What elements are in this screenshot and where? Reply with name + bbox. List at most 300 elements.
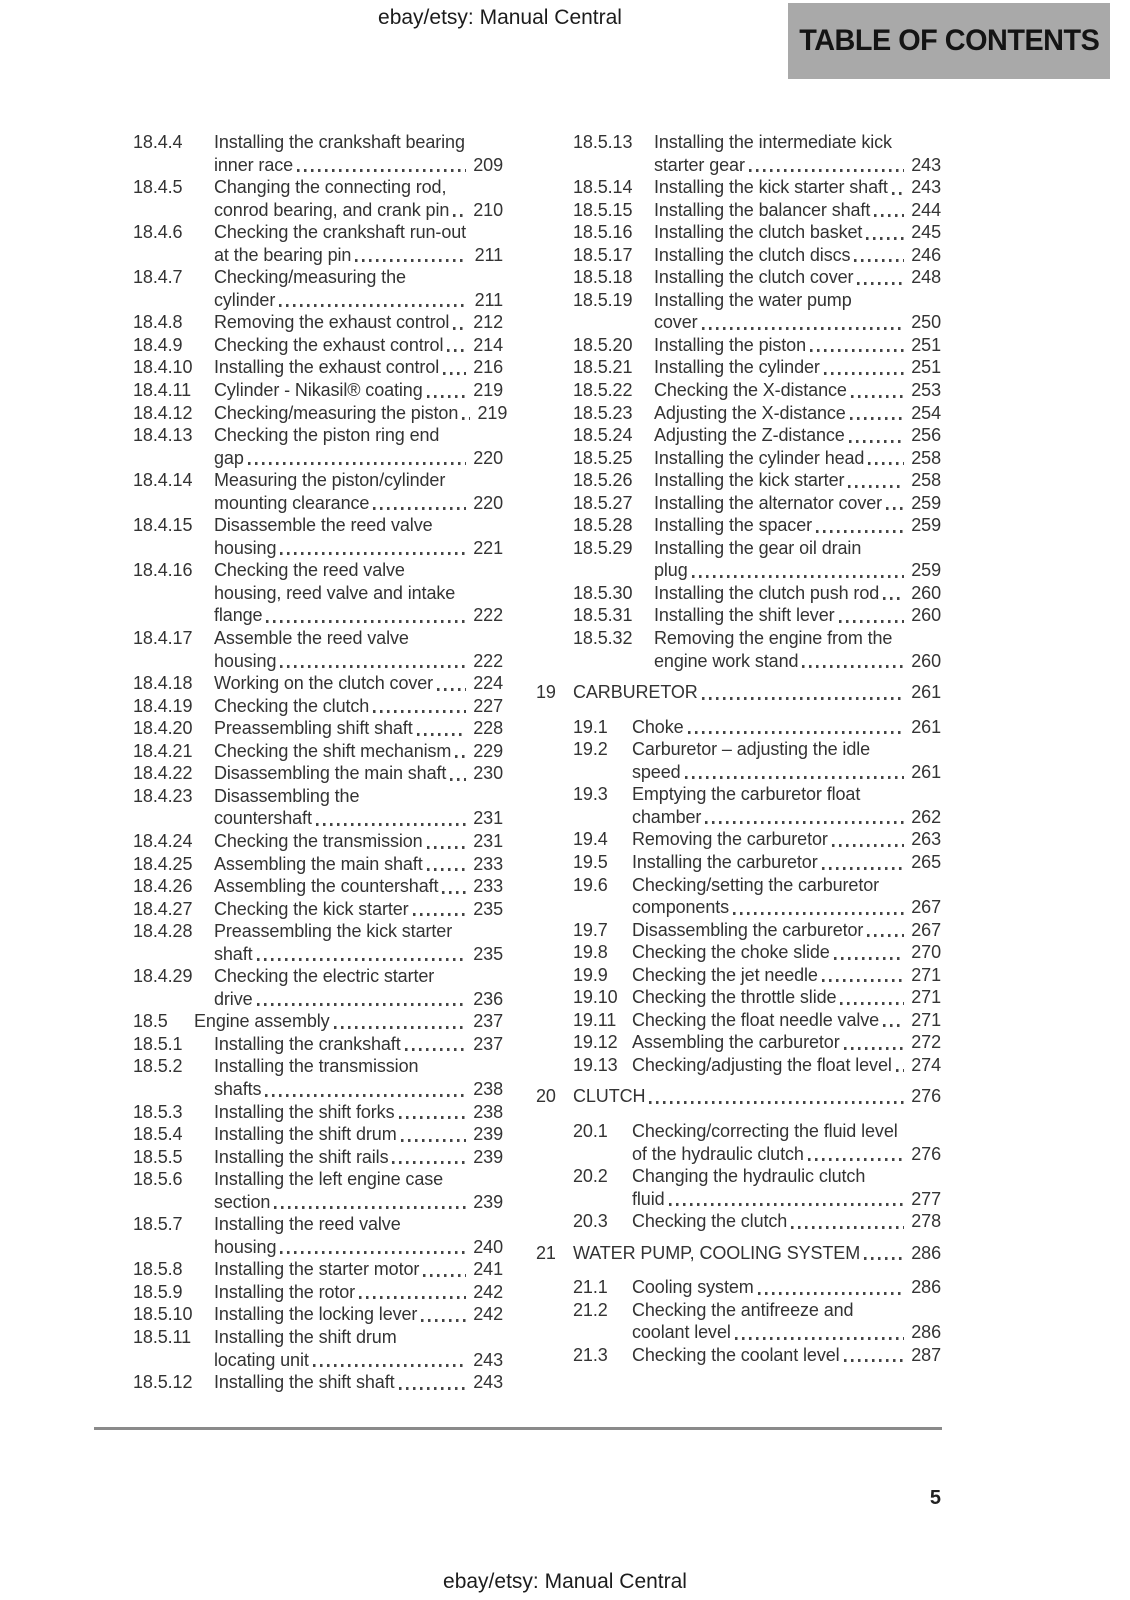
toc-dot-leader (355, 259, 466, 262)
page-title-box (788, 3, 1110, 79)
toc-entry-number: 18.4.18 (133, 673, 193, 694)
toc-entry-line (133, 1010, 503, 1033)
toc-dot-leader (257, 1003, 466, 1006)
toc-page-number: 216 (473, 357, 503, 378)
toc-entry-title: Checking the kick starter (214, 898, 409, 919)
toc-entry-line (573, 716, 941, 739)
toc-entry (573, 379, 941, 402)
toc-entry (573, 919, 941, 942)
toc-dot-leader (808, 1158, 904, 1161)
toc-dot-leader (688, 731, 904, 734)
toc-entry (573, 424, 941, 447)
toc-page-number: 261 (911, 761, 941, 782)
toc-entry-title: flange (214, 605, 263, 626)
toc-entry-line (573, 1210, 941, 1233)
toc-dot-leader (816, 530, 904, 533)
toc-entry-line (573, 266, 941, 289)
toc-entry-title: Installing the transmission (214, 1056, 419, 1077)
toc-entry-line (133, 266, 503, 289)
toc-entry-line (573, 896, 941, 919)
toc-entry-title: Installing the balancer shaft (654, 199, 871, 220)
toc-entry-number: 18.4.17 (133, 628, 193, 649)
toc-entry (573, 199, 941, 222)
toc-entry (133, 1213, 503, 1258)
toc-entry-number: 20.2 (573, 1166, 608, 1187)
toc-dot-leader (421, 1319, 466, 1322)
toc-dot-leader (749, 169, 904, 172)
toc-entry-title: countershaft (214, 808, 312, 829)
toc-dot-leader (851, 395, 904, 398)
toc-page-number: 233 (473, 876, 503, 897)
toc-entry-number: 21.1 (573, 1277, 608, 1298)
toc-entry-line (133, 830, 503, 853)
toc-entry-line (133, 199, 503, 222)
toc-dot-leader (373, 710, 466, 713)
toc-entry-line (133, 1281, 503, 1304)
toc-entry (573, 1031, 941, 1054)
toc-entry-title: Installing the shift lever (654, 605, 835, 626)
toc-dot-leader (453, 327, 466, 330)
toc-entry-line (133, 1371, 503, 1394)
toc-page-number: 209 (473, 154, 503, 175)
toc-entry (133, 695, 503, 718)
toc-entry-number: 18.5.15 (573, 199, 633, 220)
toc-entry (573, 1344, 941, 1367)
toc-entry-number: 18.5.19 (573, 289, 633, 310)
toc-dot-leader (702, 697, 904, 700)
toc-entry-title: Disassemble the reed valve (214, 515, 433, 536)
toc-dot-leader (279, 304, 466, 307)
toc-entry (573, 176, 941, 199)
toc-entry-title: Installing the clutch basket (654, 222, 863, 243)
toc-entry-title: Choke (632, 716, 684, 737)
toc-entry-title: Checking the crankshaft run-out (214, 222, 467, 243)
toc-entry-title: Installing the cylinder head (654, 447, 865, 468)
toc-entry-number: 19.4 (573, 829, 608, 850)
toc-entry-line (133, 627, 503, 650)
toc-entry-title: Checking the antifreeze and (632, 1299, 854, 1320)
toc-page-number: 258 (911, 470, 941, 491)
toc-page-number: 277 (911, 1188, 941, 1209)
toc-page-number: 250 (911, 312, 941, 333)
toc-entry (133, 176, 503, 221)
toc-entry (573, 874, 941, 919)
toc-entry-number: 21.2 (573, 1299, 608, 1320)
toc-entry-title: Assembling the main shaft (214, 853, 423, 874)
toc-entry-title: Adjusting the Z-distance (654, 425, 845, 446)
toc-entry-line (133, 221, 503, 244)
toc-page-number: 211 (474, 244, 503, 265)
toc-entry-title: Changing the connecting rod, (214, 177, 447, 198)
toc-entry-line (133, 492, 503, 515)
toc-entry-line (573, 289, 941, 312)
toc-entry (573, 447, 941, 470)
toc-dot-leader (649, 1101, 904, 1104)
toc-entry (573, 402, 941, 425)
toc-entry-number: 18.4.20 (133, 718, 193, 739)
toc-page-number: 260 (911, 582, 941, 603)
toc-entry-title: Changing the hydraulic clutch (632, 1166, 866, 1187)
toc-dot-leader (399, 1387, 466, 1390)
toc-entry-number: 19.10 (573, 987, 618, 1008)
toc-page-number: 238 (473, 1078, 503, 1099)
toc-page-number: 260 (911, 605, 941, 626)
toc-entry-title: Checking/setting the carburetor (632, 874, 880, 895)
toc-entry-title: Carburetor – adjusting the idle (632, 739, 871, 760)
toc-dot-leader (868, 462, 904, 465)
toc-dot-leader (883, 597, 904, 600)
page-number: 5 (929, 1487, 941, 1509)
toc-entry-title: section (214, 1191, 271, 1212)
toc-dot-leader (669, 1203, 904, 1206)
toc-page-number: 253 (911, 380, 941, 401)
toc-entry-title: Working on the clutch cover (214, 673, 434, 694)
toc-entry (133, 311, 503, 334)
toc-entry-number: 18.4.23 (133, 785, 193, 806)
toc-entry-line (573, 1009, 941, 1032)
toc-entry-title: Checking the piston ring end (214, 425, 440, 446)
toc-entry-line (573, 311, 941, 334)
toc-entry-line (133, 785, 503, 808)
toc-page-number: 227 (473, 695, 503, 716)
toc-entry-title: housing, reed valve and intake (214, 582, 456, 603)
toc-dot-leader (266, 620, 466, 623)
toc-page-number: 222 (473, 650, 503, 671)
toc-page-number: 219 (473, 380, 503, 401)
toc-entry-number: 18.5.5 (133, 1146, 183, 1167)
toc-entry-title: at the bearing pin (214, 244, 352, 265)
toc-entry-title: Installing the shift drum (214, 1124, 397, 1145)
toc-dot-leader (423, 1274, 466, 1277)
toc-dot-leader (735, 1337, 904, 1340)
toc-entry (573, 492, 941, 515)
toc-dot-leader (867, 934, 904, 937)
toc-dot-leader (313, 1364, 466, 1367)
toc-page-number: 236 (473, 988, 503, 1009)
toc-dot-leader (413, 913, 466, 916)
toc-entry-number: 19.5 (573, 851, 608, 872)
toc-entry (133, 740, 503, 763)
toc-page-number: 238 (473, 1101, 503, 1122)
toc-page-number: 258 (911, 447, 941, 468)
toc-entry-line (573, 986, 941, 1009)
toc-entry-line (573, 1120, 941, 1143)
toc-page-number: 239 (473, 1191, 503, 1212)
toc-page-number: 262 (911, 806, 941, 827)
toc-entry-line (573, 941, 941, 964)
toc-entry-title: cover (654, 312, 698, 333)
toc-entry-title: Installing the carburetor (632, 851, 818, 872)
toc-page-number: 221 (473, 537, 503, 558)
toc-entry-number: 18.5.23 (573, 402, 633, 423)
toc-entry-title: Installing the starter motor (214, 1259, 420, 1280)
toc-entry (133, 356, 503, 379)
toc-entry-line (573, 738, 941, 761)
toc-page-number: 242 (473, 1281, 503, 1302)
toc-entry-line (573, 1344, 941, 1367)
toc-dot-leader (265, 1094, 466, 1097)
toc-entry-title: Checking the coolant level (632, 1344, 840, 1365)
toc-page-number: 228 (473, 718, 503, 739)
toc-entry-line (133, 943, 503, 966)
toc-entry (573, 514, 941, 537)
toc-entry-title: Installing the cylinder (654, 357, 820, 378)
toc-entry-title: Installing the crankshaft (214, 1033, 401, 1054)
toc-page-number: 256 (911, 425, 941, 446)
toc-page-number: 244 (911, 199, 941, 220)
toc-entry (133, 424, 503, 469)
toc-entry-line (573, 1321, 941, 1344)
toc-entry (573, 582, 941, 605)
toc-entry-title: Checking the reed valve (214, 560, 405, 581)
toc-entry-line (133, 740, 503, 763)
toc-entry-line (573, 356, 941, 379)
toc-page-number: 276 (911, 1086, 941, 1107)
toc-dot-leader (280, 552, 466, 555)
toc-entry-title: Preassembling shift shaft (214, 718, 413, 739)
toc-page-number: 265 (911, 851, 941, 872)
toc-entry-line (133, 154, 503, 177)
toc-entry-line (133, 695, 503, 718)
toc-page-number: 278 (911, 1211, 941, 1232)
toc-dot-leader (791, 1226, 904, 1229)
toc-entry-line (133, 289, 503, 312)
toc-page-number: 246 (911, 244, 941, 265)
toc-entry (573, 627, 941, 672)
toc-entry (573, 131, 941, 176)
toc-entry-number: 19.6 (573, 874, 608, 895)
toc-entry-title: of the hydraulic clutch (632, 1143, 804, 1164)
toc-entry-line (573, 1276, 941, 1299)
toc-entry-title: Installing the reed valve (214, 1214, 401, 1235)
toc-entry (573, 1054, 941, 1077)
toc-entry-line (133, 402, 508, 425)
toc-entry-title: Installing the locking lever (214, 1304, 418, 1325)
toc-entry-line (133, 311, 503, 334)
toc-page-number: 239 (473, 1146, 503, 1167)
toc-entry-number: 18.5.1 (133, 1033, 183, 1054)
toc-dot-leader (401, 1139, 466, 1142)
toc-page-number: 263 (911, 829, 941, 850)
toc-entry-title: Installing the intermediate kick (654, 132, 892, 152)
toc-entry-number: 18.5.20 (573, 334, 633, 355)
toc-entry (133, 1146, 503, 1169)
toc-entry-number: 18.5.8 (133, 1259, 183, 1280)
toc-entry-number: 18.4.25 (133, 853, 193, 874)
toc-page-number: 267 (911, 897, 941, 918)
toc-page-number: 241 (473, 1259, 503, 1280)
toc-page-number: 261 (911, 682, 941, 703)
toc-entry-number: 19.7 (573, 919, 608, 940)
toc-dot-leader (758, 1292, 904, 1295)
toc-entry (133, 334, 503, 357)
toc-entry-line (573, 221, 941, 244)
toc-entry-title: Assemble the reed valve (214, 628, 409, 649)
toc-entry-number: 18.5.27 (573, 492, 633, 513)
toc-entry-line (133, 920, 503, 943)
toc-entry-number: 18.5.21 (573, 357, 633, 378)
toc-entry-number: 18.4.8 (133, 312, 183, 333)
toc-page-number: 230 (473, 763, 503, 784)
toc-entry-line (133, 1168, 503, 1191)
toc-entry-title: gap (214, 447, 244, 468)
toc-dot-leader (854, 259, 904, 262)
toc-entry-title: Checking/measuring the piston (214, 402, 459, 423)
toc-page-number: 220 (473, 447, 503, 468)
toc-entry-line (133, 807, 503, 830)
toc-entry-line (133, 898, 503, 921)
toc-entry (573, 738, 941, 783)
toc-entry-number: 19.9 (573, 964, 608, 985)
toc-dot-leader (274, 1206, 466, 1209)
toc-entry-title: mounting clearance (214, 492, 370, 513)
toc-dot-leader (257, 958, 466, 961)
toc-dot-leader (392, 1161, 466, 1164)
toc-dot-leader (874, 214, 904, 217)
toc-entry-line (133, 1258, 503, 1281)
toc-page-number: 248 (911, 267, 941, 288)
toc-entry (133, 762, 503, 785)
toc-entry (573, 334, 941, 357)
toc-page-number: 240 (473, 1236, 503, 1257)
toc-entry-line (133, 447, 503, 470)
toc-entry-number: 18.4.7 (133, 267, 183, 288)
toc-entry-line (133, 379, 503, 402)
toc-entry-line (133, 1101, 503, 1124)
toc-entry-title: conrod bearing, and crank pin (214, 199, 450, 220)
toc-entry-number: 18.4.14 (133, 470, 193, 491)
toc-entry-line (133, 853, 503, 876)
toc-entry (573, 1276, 941, 1299)
toc-entry-title: Disassembling the (214, 785, 360, 806)
toc-entry-line (573, 334, 941, 357)
toc-dot-leader (886, 507, 904, 510)
toc-entry-title: Installing the clutch cover (654, 267, 854, 288)
toc-entry (573, 1009, 941, 1032)
toc-entry-title: Measuring the piston/cylinder (214, 470, 446, 491)
toc-entry-number: 18.4.16 (133, 560, 193, 581)
toc-page-number: 287 (911, 1344, 941, 1365)
toc-entry (133, 1055, 503, 1100)
toc-entry-line (133, 176, 503, 199)
toc-dot-leader (844, 1047, 904, 1050)
toc-dot-leader (844, 1359, 904, 1362)
toc-entry-number: 18.5.12 (133, 1372, 193, 1393)
toc-entry-number: 18.4.10 (133, 357, 193, 378)
toc-dot-leader (427, 846, 466, 849)
toc-entry-title: speed (632, 761, 681, 782)
toc-entry-line (133, 650, 503, 673)
toc-page-number: 235 (473, 898, 503, 919)
toc-entry-title: inner race (214, 154, 294, 175)
toc-entry (133, 898, 503, 921)
toc-page-number: 245 (911, 222, 941, 243)
toc-entry-line (133, 1326, 503, 1349)
toc-entry (133, 559, 503, 627)
toc-page-number: 224 (473, 673, 503, 694)
toc-dot-leader (692, 575, 904, 578)
toc-entry-number: 18.4.24 (133, 830, 193, 851)
toc-entry-line (573, 244, 941, 267)
toc-entry-line (133, 1213, 503, 1236)
toc-entry-title: Installing the crankshaft bearing (214, 132, 465, 152)
toc-entry-line (536, 681, 941, 704)
toc-entry-number: 20.3 (573, 1211, 608, 1232)
toc-entry-number: 18.5.16 (573, 222, 633, 243)
toc-entry-line (133, 131, 503, 154)
toc-entry-title: CARBURETOR (573, 682, 698, 703)
toc-entry-number: 19.2 (573, 739, 608, 760)
toc-entry-line (573, 1188, 941, 1211)
toc-entry (133, 1326, 503, 1371)
toc-page-number: 243 (473, 1372, 503, 1393)
toc-page-number: 214 (473, 334, 503, 355)
toc-entry-title: Assembling the countershaft (214, 876, 439, 897)
toc-dot-leader (892, 192, 904, 195)
toc-entry-number: 19.1 (573, 716, 608, 737)
toc-dot-leader (839, 620, 905, 623)
toc-page-number: 261 (911, 716, 941, 737)
toc-entry-line (133, 672, 503, 695)
toc-entry-number: 18.5.29 (573, 537, 633, 558)
toc-page-number: 271 (911, 1009, 941, 1030)
toc-entry (573, 289, 941, 334)
toc-dot-leader (702, 327, 904, 330)
toc-entry-number: 18.4.22 (133, 763, 193, 784)
toc-entry-number: 18.5.13 (573, 132, 633, 152)
toc-page-number: 259 (911, 560, 941, 581)
toc-entry-line (573, 650, 941, 673)
toc-entry (536, 1242, 941, 1265)
toc-entry-line (133, 334, 503, 357)
toc-entry-title: Installing the shift forks (214, 1101, 395, 1122)
toc-entry (573, 716, 941, 739)
toc-entry-title: Installing the alternator cover (654, 492, 883, 513)
toc-dot-leader (447, 349, 466, 352)
toc-entry-number: 18.4.12 (133, 402, 193, 423)
toc-dot-leader (810, 349, 904, 352)
toc-entry-line (133, 762, 503, 785)
toc-entry-line (133, 875, 503, 898)
toc-dot-leader (802, 665, 904, 668)
toc-entry (573, 783, 941, 828)
toc-entry-line (133, 559, 503, 582)
toc-entry (573, 221, 941, 244)
toc-dot-leader (857, 282, 904, 285)
toc-entry (133, 627, 503, 672)
toc-page-number: 243 (911, 177, 941, 198)
toc-entry (133, 1303, 503, 1326)
toc-page-number: 220 (473, 492, 503, 513)
toc-entry-number: 18.5.14 (573, 177, 633, 198)
toc-entry (133, 266, 503, 311)
toc-entry-title: Installing the shift drum (214, 1326, 397, 1347)
toc-entry-number: 18.4.4 (133, 132, 183, 152)
toc-page-number: 233 (473, 853, 503, 874)
toc-entry-title: engine work stand (654, 650, 799, 671)
toc-dot-leader (427, 868, 466, 871)
toc-entry-line (573, 176, 941, 199)
toc-entry (573, 851, 941, 874)
toc-entry-line (573, 537, 941, 560)
toc-page-number: 271 (911, 987, 941, 1008)
toc-entry (573, 244, 941, 267)
toc-entry-number: 18.5.26 (573, 470, 633, 491)
toc-entry-title: Installing the clutch discs (654, 244, 851, 265)
toc-dot-leader (705, 821, 904, 824)
toc-dot-leader (850, 417, 904, 420)
toc-dot-leader (824, 372, 904, 375)
